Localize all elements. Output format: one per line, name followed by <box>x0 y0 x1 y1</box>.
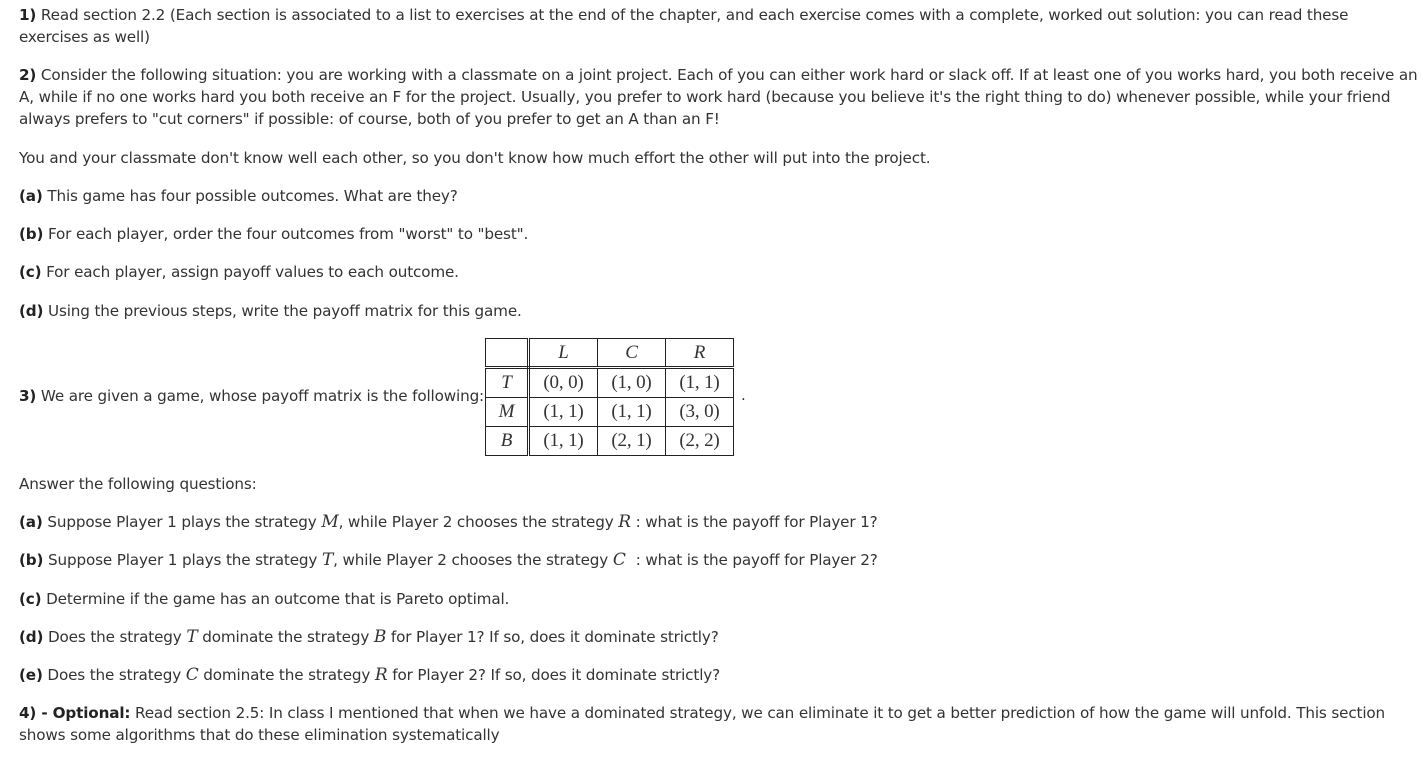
column-header-L: L <box>529 339 598 368</box>
row-header-M: M <box>486 398 529 427</box>
column-header-R: R <box>666 339 734 368</box>
strategy-symbol: M <box>321 512 339 532</box>
strategy-symbol: C <box>185 665 199 685</box>
question-3-part-b: (b) Suppose Player 1 plays the strategy T, while Player 2 chooses the strategy C : what is the payoff for Player 2? <box>19 550 878 570</box>
payoff-cell-B-C: (2, 1) <box>598 427 666 456</box>
payoff-cell-T-R: (1, 1) <box>666 368 734 398</box>
payoff-matrix <box>485 338 734 456</box>
question-1 <box>19 4 1419 48</box>
question-2 <box>19 64 1419 130</box>
payoff-cell-T-L: (0, 0) <box>529 368 598 398</box>
strategy-symbol: R <box>618 512 631 532</box>
question-3-part-e: (e) Does the strategy C dominate the strategy R for Player 2? If so, does it dominate strictly? <box>19 665 721 685</box>
row-header-T: T <box>486 368 529 398</box>
strategy-symbol: C <box>612 550 626 570</box>
payoff-matrix-row-B <box>486 427 734 456</box>
question-2-text: Consider the following situation: you are working with a classmate on a joint project. Each of you can either work hard or slack off. If at least one of you works hard, you both receive an A, while if no one works hard you both receive an F for the project. Usually, you prefer to work hard (because you believe it's the right thing to do) whenever possible, while your friend always prefers to "cut corners" if possible: of course, both of you prefer to get an A than an F! <box>19 66 1418 128</box>
answer-prompt: Answer the following questions: <box>19 475 257 493</box>
question-2-part-a: (a) This game has four possible outcomes. What are they? <box>19 187 458 205</box>
row-header-B: B <box>486 427 529 456</box>
payoff-cell-M-R: (3, 0) <box>666 398 734 427</box>
strategy-symbol: R <box>374 665 388 685</box>
payoff-matrix-corner <box>486 339 529 368</box>
payoff-matrix-row-T <box>486 368 734 398</box>
question-3-part-c: (c) Determine if the game has an outcome that is Pareto optimal. <box>19 590 510 608</box>
question-2-part-d: (d) Using the previous steps, write the payoff matrix for this game. <box>19 302 522 320</box>
question-1-text: Read section 2.2 (Each section is associated to a list to exercises at the end of the chapter, and each exercise comes with a complete, worked out solution: you can read these exercises as well) <box>19 6 1349 46</box>
strategy-symbol: T <box>186 627 198 647</box>
question-3-intro: 3) We are given a game, whose payoff matrix is the following: <box>19 387 485 405</box>
payoff-matrix-row-M <box>486 398 734 427</box>
question-4-text: Read section 2.5: In class I mentioned that when we have a dominated strategy, we can eliminate it to get a better prediction of how the game will unfold. This section shows some algorithms that do these elimination systematically <box>19 704 1386 744</box>
column-header-C: C <box>598 339 666 368</box>
question-2-context: You and your classmate don't know well each other, so you don't know how much effort the other will put into the project. <box>19 149 931 167</box>
question-4 <box>19 702 1419 746</box>
question-4-label: 4) - Optional: <box>19 704 131 722</box>
strategy-symbol: B <box>373 627 387 647</box>
question-2-part-c: (c) For each player, assign payoff values to each outcome. <box>19 263 459 281</box>
payoff-cell-T-C: (1, 0) <box>598 368 666 398</box>
question-3-part-d: (d) Does the strategy T dominate the strategy B for Player 1? If so, does it dominate strictly? <box>19 627 719 647</box>
payoff-matrix-header-row <box>486 339 734 368</box>
payoff-cell-B-R: (2, 2) <box>666 427 734 456</box>
question-1-number: 1) <box>19 6 37 24</box>
question-2-part-b: (b) For each player, order the four outcomes from "worst" to "best". <box>19 225 529 243</box>
payoff-cell-B-L: (1, 1) <box>529 427 598 456</box>
question-3-part-a: (a) Suppose Player 1 plays the strategy M, while Player 2 chooses the strategy R : what is the payoff for Player 1? <box>19 512 878 532</box>
matrix-period: . <box>741 386 746 404</box>
question-2-number: 2) <box>19 66 37 84</box>
question-3-number: 3) <box>19 387 37 405</box>
payoff-cell-M-L: (1, 1) <box>529 398 598 427</box>
payoff-cell-M-C: (1, 1) <box>598 398 666 427</box>
strategy-symbol: T <box>321 550 334 570</box>
